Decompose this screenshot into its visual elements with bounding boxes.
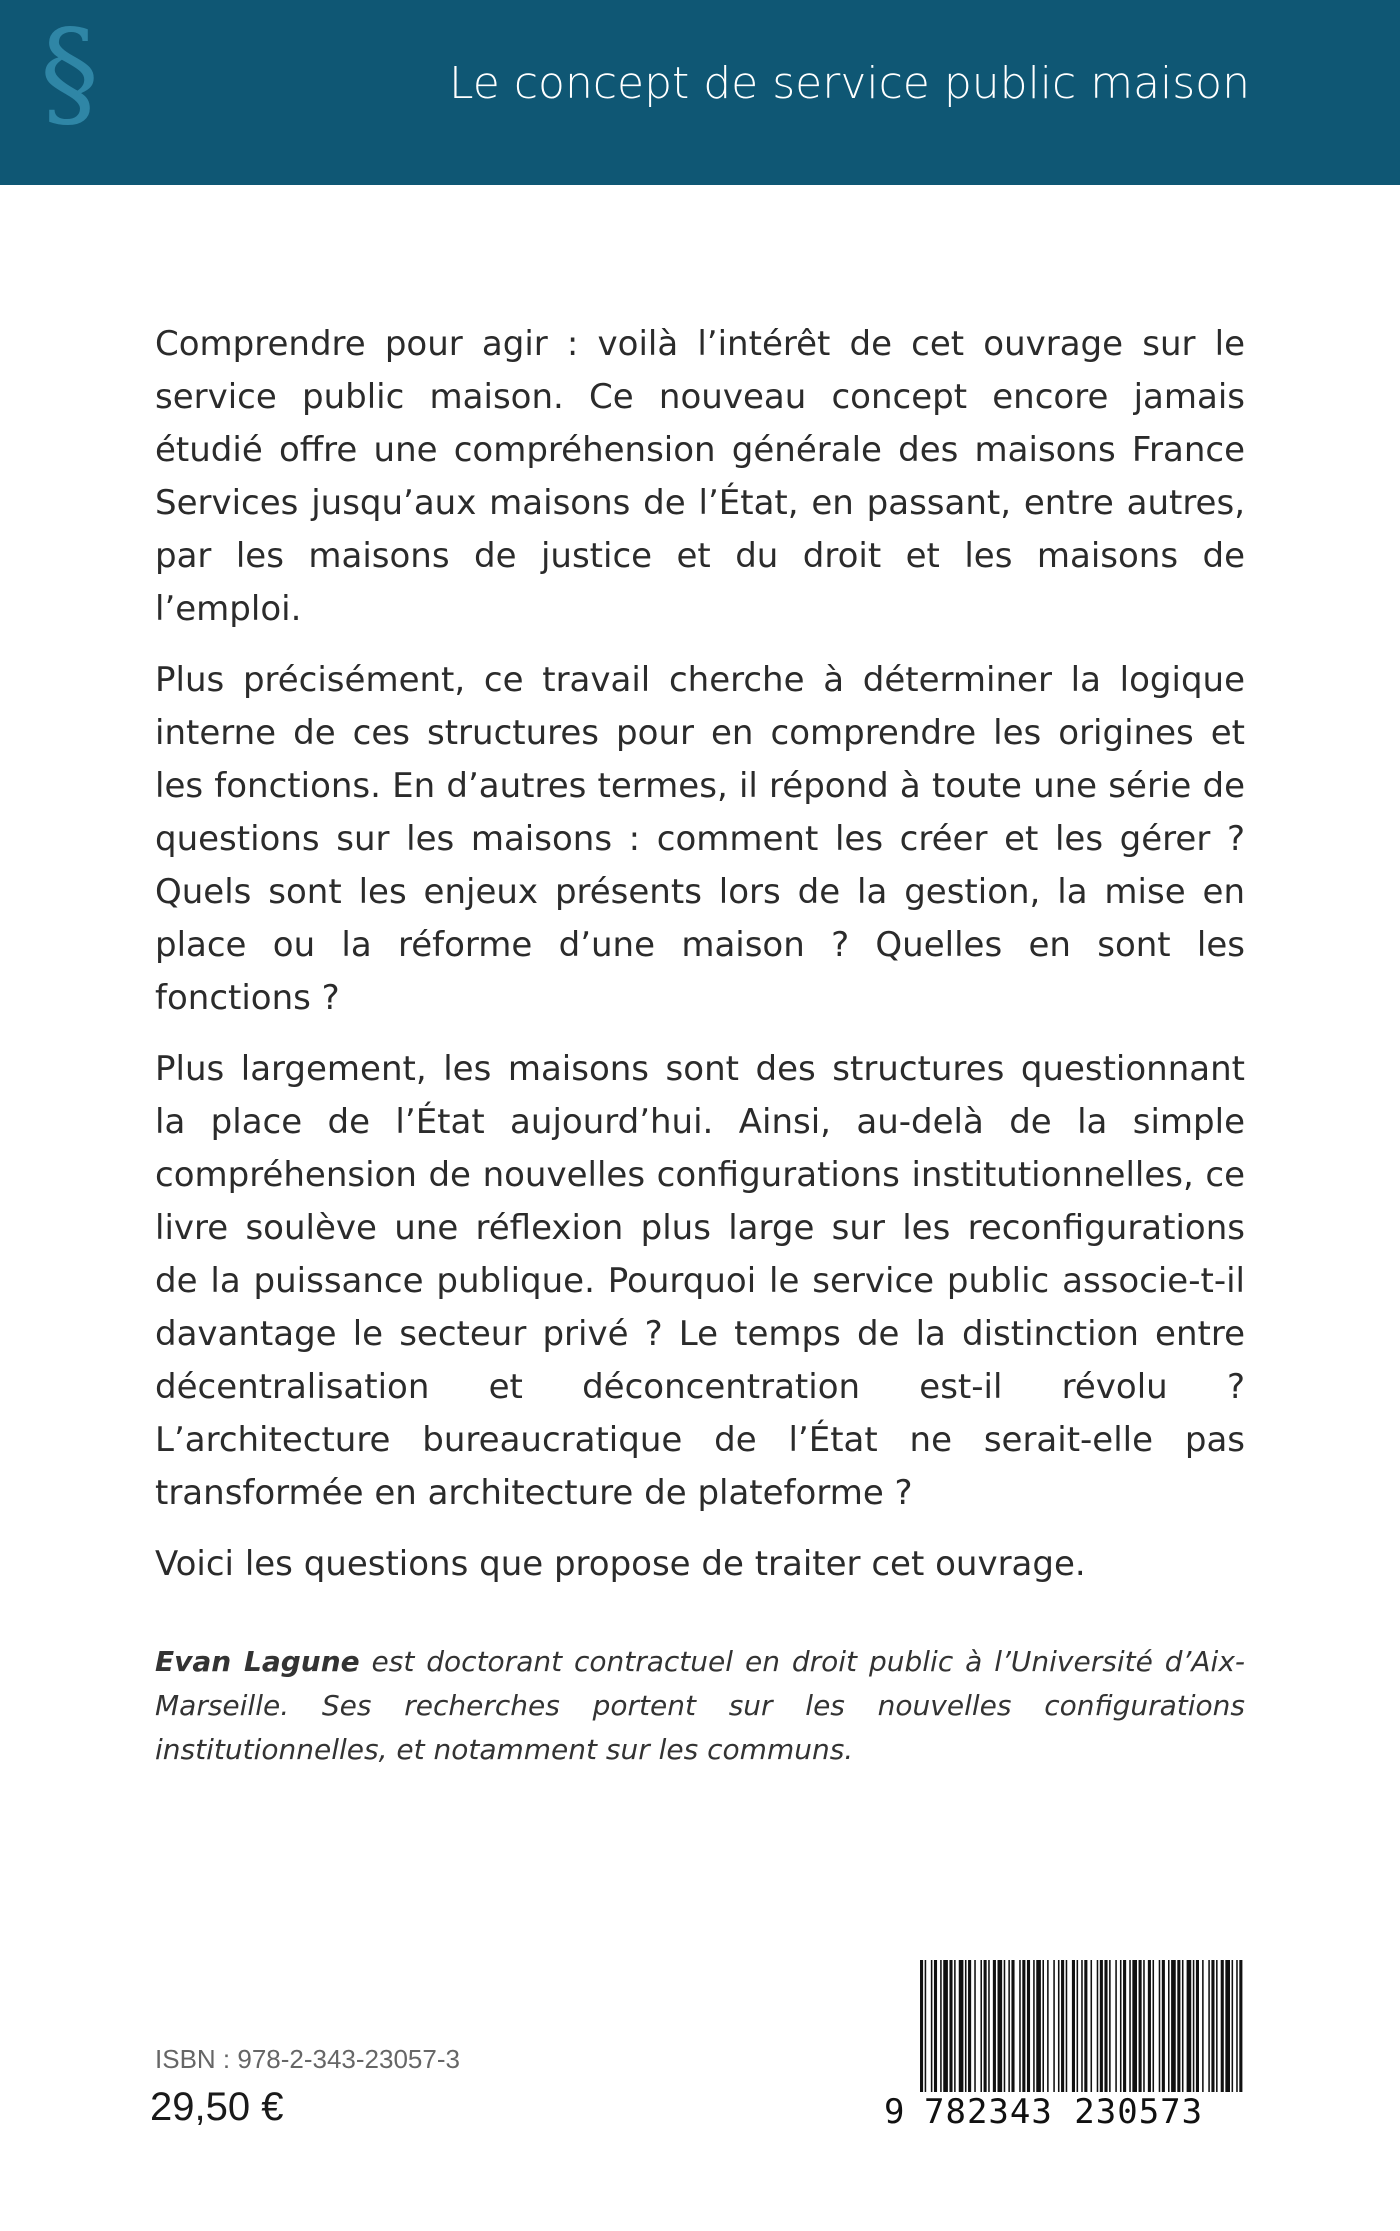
barcode-bar xyxy=(940,1960,942,2092)
barcode-bar xyxy=(980,1960,982,2092)
barcode-bar xyxy=(1148,1960,1151,2092)
barcode-bar xyxy=(1011,1960,1014,2092)
barcode-bar xyxy=(984,1960,987,2092)
barcode-bar xyxy=(1008,1960,1010,2092)
barcode-bar xyxy=(1115,1960,1117,2092)
barcode-bar xyxy=(1104,1960,1107,2092)
barcode-bar xyxy=(925,1960,927,2092)
barcode-bar xyxy=(1036,1960,1041,2092)
barcode-bar xyxy=(943,1960,948,2092)
back-cover-blurb xyxy=(155,318,1245,1609)
barcode-bars xyxy=(920,1960,1246,2092)
barcode-bar xyxy=(1159,1960,1161,2092)
barcode-bar xyxy=(1202,1960,1204,2092)
author-name: Evan Lagune xyxy=(155,1645,360,1678)
barcode-bar xyxy=(1153,1960,1155,2092)
barcode-bar xyxy=(1123,1960,1126,2092)
barcode-bar xyxy=(1019,1960,1021,2092)
barcode-bar xyxy=(1004,1960,1006,2092)
barcode-bar xyxy=(1193,1960,1195,2092)
barcode-bar xyxy=(1143,1960,1145,2092)
barcode-bar xyxy=(998,1960,1003,2092)
blurb-paragraph-4: Voici les questions que propose de traiter cet ouvrage. xyxy=(155,1544,1086,1584)
barcode-bar xyxy=(1077,1960,1079,2092)
barcode-bar xyxy=(1177,1960,1180,2092)
barcode-bar xyxy=(968,1960,971,2092)
barcode xyxy=(880,1960,1250,2140)
section-sign-icon: § xyxy=(40,4,99,142)
barcode-bar xyxy=(1171,1960,1176,2092)
series-header-band xyxy=(0,0,1400,185)
barcode-bar xyxy=(1047,1960,1049,2092)
barcode-bar xyxy=(1208,1960,1210,2092)
barcode-bar xyxy=(959,1960,964,2092)
author-bio xyxy=(155,1640,1245,1772)
isbn-label: ISBN : 978-2-343-23057-3 xyxy=(155,2044,460,2074)
barcode-bar xyxy=(1091,1960,1093,2092)
barcode-bar xyxy=(1132,1960,1137,2092)
barcode-bar xyxy=(1168,1960,1170,2092)
barcode-bar xyxy=(1053,1960,1055,2092)
barcode-bar xyxy=(988,1960,990,2092)
blurb-paragraph-2: Plus précisément, ce travail cherche à déterminer la logique interne de ces structures pour en comprendre les origines et les fonctions. En d’autres termes, il répond à toute une série de questions sur les maisons : comment les créer et les gérer ? Quels sont les enjeux présents lors de la gestion, la mise en place ou la réforme d’une maison ? Quelles en sont les fonctions ? xyxy=(155,660,1245,1018)
barcode-bar xyxy=(954,1960,956,2092)
barcode-bar xyxy=(1232,1960,1234,2092)
barcode-bar xyxy=(1187,1960,1192,2092)
barcode-bar xyxy=(1027,1960,1030,2092)
barcode-bar xyxy=(1061,1960,1064,2092)
barcode-bar xyxy=(931,1960,933,2092)
barcode-bar xyxy=(1033,1960,1035,2092)
barcode-bar xyxy=(1066,1960,1068,2092)
barcode-bar xyxy=(920,1960,923,2092)
barcode-bar xyxy=(1072,1960,1075,2092)
barcode-bar xyxy=(1084,1960,1087,2092)
barcode-bar xyxy=(1042,1960,1044,2092)
book-title: Le concept de service public maison xyxy=(449,58,1250,109)
barcode-bar xyxy=(1216,1960,1218,2092)
barcode-bar xyxy=(1211,1960,1214,2092)
author-bio-text: est doctorant contractuel en droit public à l’Université d’Aix-Marseille. Ses recherches portent sur les nouvelles configurations institutionnelles, et notamment sur les communs. xyxy=(155,1645,1246,1766)
barcode-bar xyxy=(1225,1960,1230,2092)
barcode-bar xyxy=(1097,1960,1099,2092)
barcode-bar xyxy=(1182,1960,1184,2092)
barcode-bar xyxy=(934,1960,937,2092)
barcode-bar xyxy=(1109,1960,1111,2092)
blurb-paragraph-3: Plus largement, les maisons sont des structures questionnant la place de l’État aujourd’hui. Ainsi, au-delà de la simple compréhension de nouvelles configurations institutionnelles, ce livre soulève une réflexion plus large sur les reconfigurations de la puissance publique. Pourquoi le service public associe-t-il davantage le secteur privé ? Le temps de la distinction entre décentralisation et déconcentration est-il révolu ? L’architecture bureaucratique de l’État ne serait-elle pas transformée en architecture de plateforme ? xyxy=(155,1049,1245,1513)
price-label: 29,50 € xyxy=(150,2085,284,2129)
barcode-bar xyxy=(1100,1960,1103,2092)
barcode-digits: 782343 230573 xyxy=(924,2092,1204,2132)
barcode-lead-digit: 9 xyxy=(884,2092,905,2132)
barcode-bar xyxy=(1162,1960,1165,2092)
barcode-bar xyxy=(1120,1960,1122,2092)
barcode-bar xyxy=(1239,1960,1242,2092)
barcode-bar xyxy=(1196,1960,1199,2092)
barcode-bar xyxy=(1139,1960,1142,2092)
barcode-bar xyxy=(993,1960,996,2092)
barcode-bar xyxy=(1022,1960,1025,2092)
barcode-bar xyxy=(1058,1960,1060,2092)
barcode-bar xyxy=(974,1960,976,2092)
barcode-bar xyxy=(965,1960,967,2092)
barcode-bar xyxy=(1081,1960,1083,2092)
barcode-bar xyxy=(1236,1960,1238,2092)
blurb-paragraph-1: Comprendre pour agir : voilà l’intérêt de cet ouvrage sur le service public maison. Ce nouveau concept encore jamais étudié offre une compréhension générale des maisons France Services jusqu’aux maisons de l’État, en passant, entre autres, par les maisons de justice et du droit et les maisons de l’emploi. xyxy=(155,324,1245,629)
barcode-bar xyxy=(949,1960,952,2092)
barcode-bar xyxy=(1129,1960,1131,2092)
barcode-bar xyxy=(1221,1960,1224,2092)
